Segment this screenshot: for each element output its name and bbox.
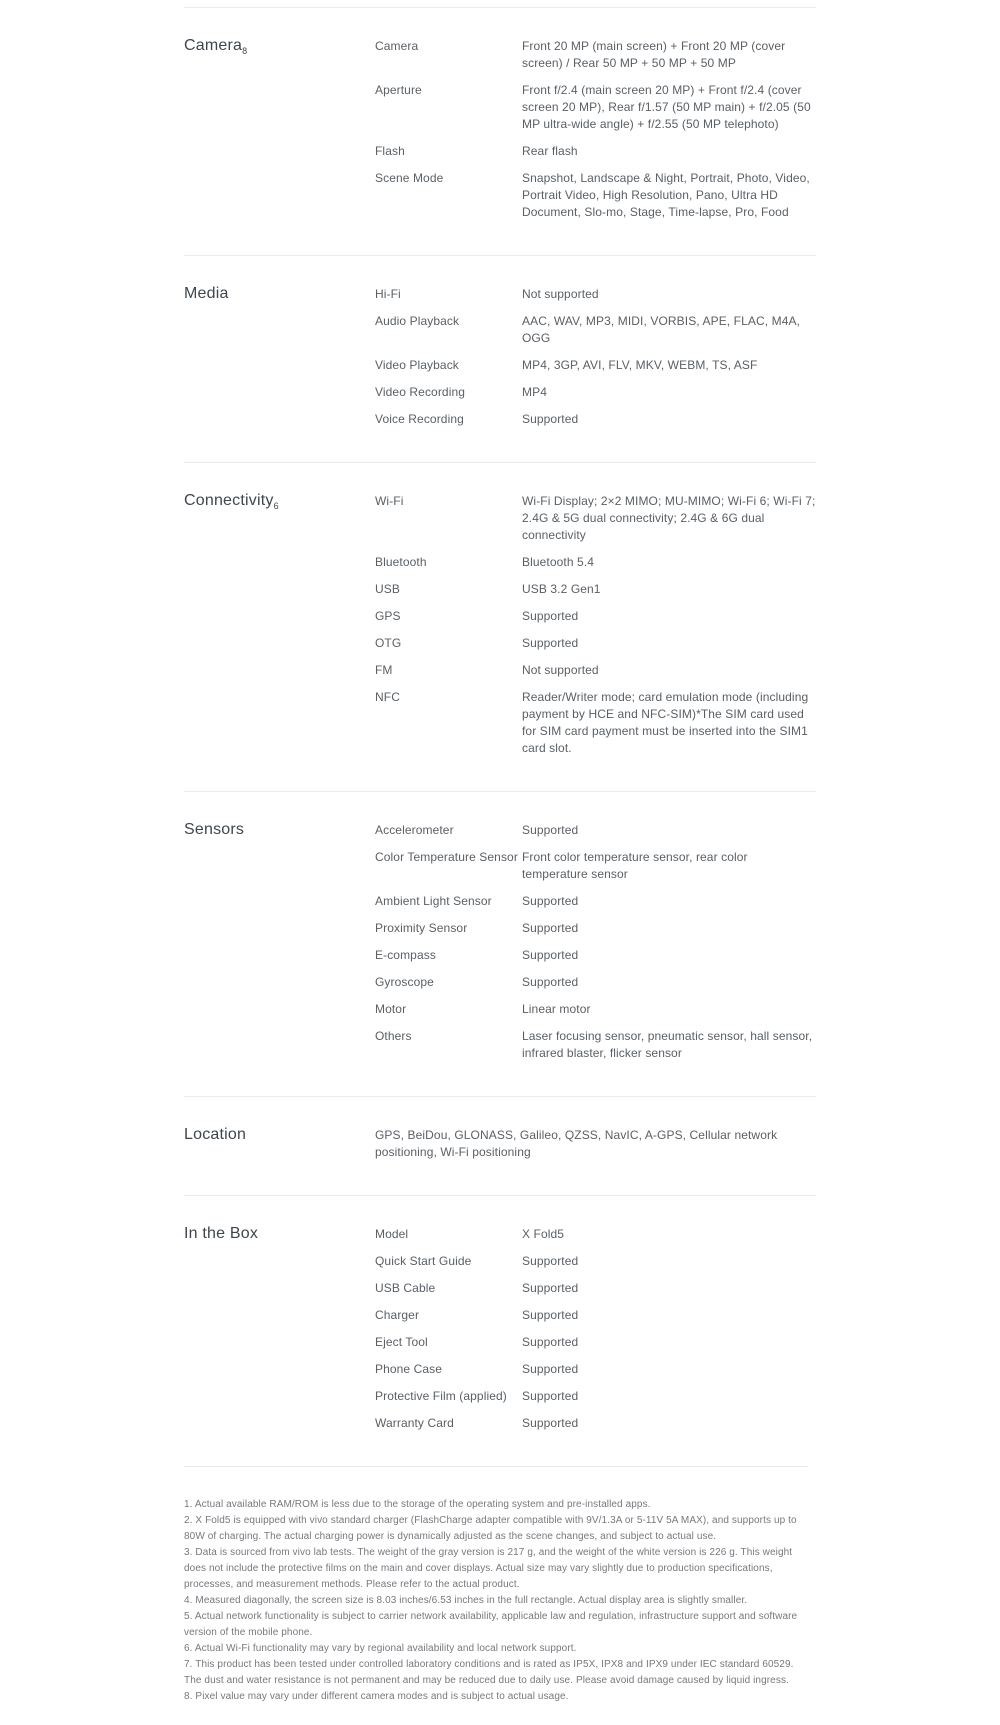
spec-row bbox=[375, 689, 816, 757]
spec-row bbox=[375, 662, 816, 679]
section-title-connectivity: Connectivity$_6$ bbox=[184, 492, 279, 512]
spec-row bbox=[375, 1001, 816, 1018]
spec-row bbox=[375, 849, 816, 883]
spec-label: Quick Start Guide bbox=[375, 1254, 472, 1268]
spec-row bbox=[375, 635, 816, 652]
spec-value: Supported bbox=[522, 1308, 579, 1322]
spec-row bbox=[375, 1127, 816, 1161]
spec-value: Supported bbox=[522, 1389, 579, 1403]
section-rows-camera bbox=[375, 37, 816, 221]
spec-label: Protective Film (applied) bbox=[375, 1389, 507, 1403]
section-in-the-box bbox=[184, 1195, 816, 1466]
spec-row bbox=[375, 554, 816, 571]
spec-row bbox=[375, 974, 816, 991]
spec-label: NFC bbox=[375, 690, 400, 704]
spec-label: Model bbox=[375, 1227, 409, 1241]
spec-value: Supported bbox=[522, 894, 579, 908]
spec-row bbox=[375, 493, 816, 544]
section-rows-connectivity bbox=[375, 492, 816, 757]
spec-row bbox=[375, 1226, 816, 1243]
spec-value: Wi-Fi Display; 2×2 MIMO; MU-MIMO; Wi-Fi 6; Wi-Fi 7; 2.4G & 5G dual connectivity; 2.4G & 6G dual connectivity bbox=[522, 494, 816, 542]
footnote-item: 2. X Fold5 is equipped with vivo standard charger (FlashCharge adapter compatible with 9V/1.3A or 5-11V 5A MAX), and supports up to 80W of charging. The actual charging power is dynamically adjusted as the scene changes, and subject to actual use. bbox=[184, 1515, 797, 1542]
spec-label: Others bbox=[375, 1029, 412, 1043]
spec-value: Supported bbox=[522, 975, 579, 989]
section-media bbox=[184, 255, 816, 462]
spec-row bbox=[375, 38, 816, 72]
spec-label: Bluetooth bbox=[375, 555, 427, 569]
spec-label: Charger bbox=[375, 1308, 420, 1322]
spec-value: Front f/2.4 (main screen 20 MP) + Front f/2.4 (cover screen 20 MP), Rear f/1.57 (50 MP main) + f/2.05 (50 MP ultra-wide angle) + f/2.55 (50 MP telephoto) bbox=[522, 83, 811, 131]
spec-row bbox=[375, 920, 816, 937]
spec-row bbox=[375, 893, 816, 910]
footnote-item: 7. This product has been tested under controlled laboratory conditions and is rated as IP5X, IPX8 and IPX9 under IEC standard 60529. The dust and water resistance is not permanent and may be reduced due to daily use. Please avoid damage caused by liquid ingress. bbox=[184, 1659, 794, 1686]
spec-row bbox=[375, 1388, 816, 1405]
spec-label: Video Recording bbox=[375, 385, 466, 399]
spec-label: USB Cable bbox=[375, 1281, 436, 1295]
footnote-item: 5. Actual network functionality is subject to carrier network availability, applicable law and regulation, infrastructure support and software version of the mobile phone. bbox=[184, 1611, 798, 1638]
spec-label: Audio Playback bbox=[375, 314, 460, 328]
section-rows-sensors bbox=[375, 821, 816, 1062]
spec-value: Front color temperature sensor, rear color temperature sensor bbox=[522, 850, 748, 881]
spec-row bbox=[375, 313, 816, 347]
section-location bbox=[184, 1096, 816, 1195]
spec-row bbox=[375, 1307, 816, 1324]
spec-sections bbox=[184, 7, 816, 1466]
spec-row bbox=[375, 1028, 816, 1062]
section-rows-location bbox=[375, 1126, 816, 1161]
spec-row bbox=[375, 1415, 816, 1432]
section-connectivity bbox=[184, 462, 816, 791]
spec-value: Supported bbox=[522, 636, 579, 650]
spec-label: FM bbox=[375, 663, 393, 677]
spec-label: Hi-Fi bbox=[375, 287, 401, 301]
section-sensors bbox=[184, 791, 816, 1096]
spec-value: USB 3.2 Gen1 bbox=[522, 582, 601, 596]
spec-value: Supported bbox=[522, 823, 579, 837]
spec-value: Not supported bbox=[522, 663, 599, 677]
footnote-item: 1. Actual available RAM/ROM is less due to the storage of the operating system and pre-installed apps. bbox=[184, 1499, 651, 1510]
spec-value: Supported bbox=[522, 1335, 579, 1349]
footnote-item: 3. Data is sourced from vivo lab tests. The weight of the gray version is 217 g, and the weight of the white version is 226 g. This weight does not include the protective films on the main and cover displays. Actual size may vary slightly due to production specifications, processes, and measurement methods. Please refer to the actual product. bbox=[184, 1547, 793, 1590]
section-title-camera: Camera$_8$ bbox=[184, 37, 248, 57]
section-rows-media bbox=[375, 285, 816, 428]
spec-row bbox=[375, 82, 816, 133]
spec-value: Not supported bbox=[522, 287, 599, 301]
spec-label: Ambient Light Sensor bbox=[375, 894, 492, 908]
spec-value: X Fold5 bbox=[522, 1227, 565, 1241]
spec-label: Aperture bbox=[375, 83, 422, 97]
spec-value: Supported bbox=[522, 412, 579, 426]
section-title-location: Location bbox=[184, 1126, 247, 1143]
spec-row bbox=[375, 581, 816, 598]
spec-value: MP4, 3GP, AVI, FLV, MKV, WEBM, TS, ASF bbox=[522, 358, 758, 372]
spec-label: Wi-Fi bbox=[375, 494, 404, 508]
spec-value: Supported bbox=[522, 1416, 579, 1430]
spec-label: USB bbox=[375, 582, 400, 596]
spec-label: Scene Mode bbox=[375, 171, 444, 185]
section-title-in-the-box: In the Box bbox=[184, 1225, 259, 1242]
spec-value: Supported bbox=[522, 1281, 579, 1295]
spec-row bbox=[375, 384, 816, 401]
footnote-item: 8. Pixel value may vary under different camera modes and is subject to actual usage. bbox=[184, 1691, 569, 1702]
spec-value: Reader/Writer mode; card emulation mode (including payment by HCE and NFC-SIM)*The SIM card used for SIM card payment must be inserted into the SIM1 card slot. bbox=[522, 690, 809, 755]
footnote-ref-camera: 8 bbox=[242, 46, 248, 57]
spec-label: Flash bbox=[375, 144, 405, 158]
footnote-item: 6. Actual Wi-Fi functionality may vary by regional availability and local network support. bbox=[184, 1643, 577, 1654]
spec-row bbox=[375, 1361, 816, 1378]
spec-value: Bluetooth 5.4 bbox=[522, 555, 595, 569]
spec-label: Eject Tool bbox=[375, 1335, 428, 1349]
spec-value: Supported bbox=[522, 609, 579, 623]
section-title-media: Media bbox=[184, 285, 229, 302]
spec-label: Warranty Card bbox=[375, 1416, 454, 1430]
spec-row bbox=[375, 822, 816, 839]
spec-row bbox=[375, 411, 816, 428]
spec-row bbox=[375, 1334, 816, 1351]
spec-value: Snapshot, Landscape & Night, Portrait, Photo, Video, Portrait Video, High Resolution, Pano, Ultra HD Document, Slo-mo, Stage, Time-lapse, Pro, Food bbox=[522, 171, 810, 219]
section-camera bbox=[184, 7, 816, 255]
spec-row bbox=[375, 170, 816, 221]
spec-label: Gyroscope bbox=[375, 975, 434, 989]
spec-row bbox=[375, 608, 816, 625]
spec-value: AAC, WAV, MP3, MIDI, VORBIS, APE, FLAC, M4A, OGG bbox=[522, 314, 801, 345]
spec-row bbox=[375, 286, 816, 303]
spec-value: Front 20 MP (main screen) + Front 20 MP (cover screen) / Rear 50 MP + 50 MP + 50 MP bbox=[522, 39, 786, 70]
spec-value: Supported bbox=[522, 948, 579, 962]
footnote-ref-connectivity: 6 bbox=[273, 501, 279, 512]
spec-row bbox=[375, 1280, 816, 1297]
spec-label: OTG bbox=[375, 636, 402, 650]
spec-row bbox=[375, 1253, 816, 1270]
spec-label: Motor bbox=[375, 1002, 407, 1016]
spec-label: Proximity Sensor bbox=[375, 921, 468, 935]
spec-label: E-compass bbox=[375, 948, 436, 962]
spec-label: Color Temperature Sensor bbox=[375, 850, 518, 864]
spec-label: Voice Recording bbox=[375, 412, 464, 426]
spec-label: Accelerometer bbox=[375, 823, 454, 837]
spec-row bbox=[375, 947, 816, 964]
spec-row bbox=[375, 357, 816, 374]
spec-label: Phone Case bbox=[375, 1362, 443, 1376]
spec-label: Video Playback bbox=[375, 358, 459, 372]
spec-value: Supported bbox=[522, 921, 579, 935]
spec-value: Rear flash bbox=[522, 144, 578, 158]
spec-label: Camera bbox=[375, 39, 419, 53]
section-title-sensors: Sensors bbox=[184, 821, 245, 838]
spec-row bbox=[375, 143, 816, 160]
footnote-item: 4. Measured diagonally, the screen size is 8.03 inches/6.53 inches in the full rectangle. Actual display area is slightly smaller. bbox=[184, 1595, 748, 1606]
spec-value: Linear motor bbox=[522, 1002, 591, 1016]
spec-label: GPS bbox=[375, 609, 401, 623]
spec-value: MP4 bbox=[522, 385, 547, 399]
section-rows-in-the-box bbox=[375, 1225, 816, 1432]
spec-value: Supported bbox=[522, 1254, 579, 1268]
footnotes bbox=[184, 1466, 808, 1705]
spec-value: GPS, BeiDou, GLONASS, Galileo, QZSS, NavIC, A-GPS, Cellular network positioning, Wi-Fi positioning bbox=[375, 1128, 778, 1159]
spec-value: Laser focusing sensor, pneumatic sensor, hall sensor, infrared blaster, flicker sensor bbox=[522, 1029, 813, 1060]
spec-value: Supported bbox=[522, 1362, 579, 1376]
